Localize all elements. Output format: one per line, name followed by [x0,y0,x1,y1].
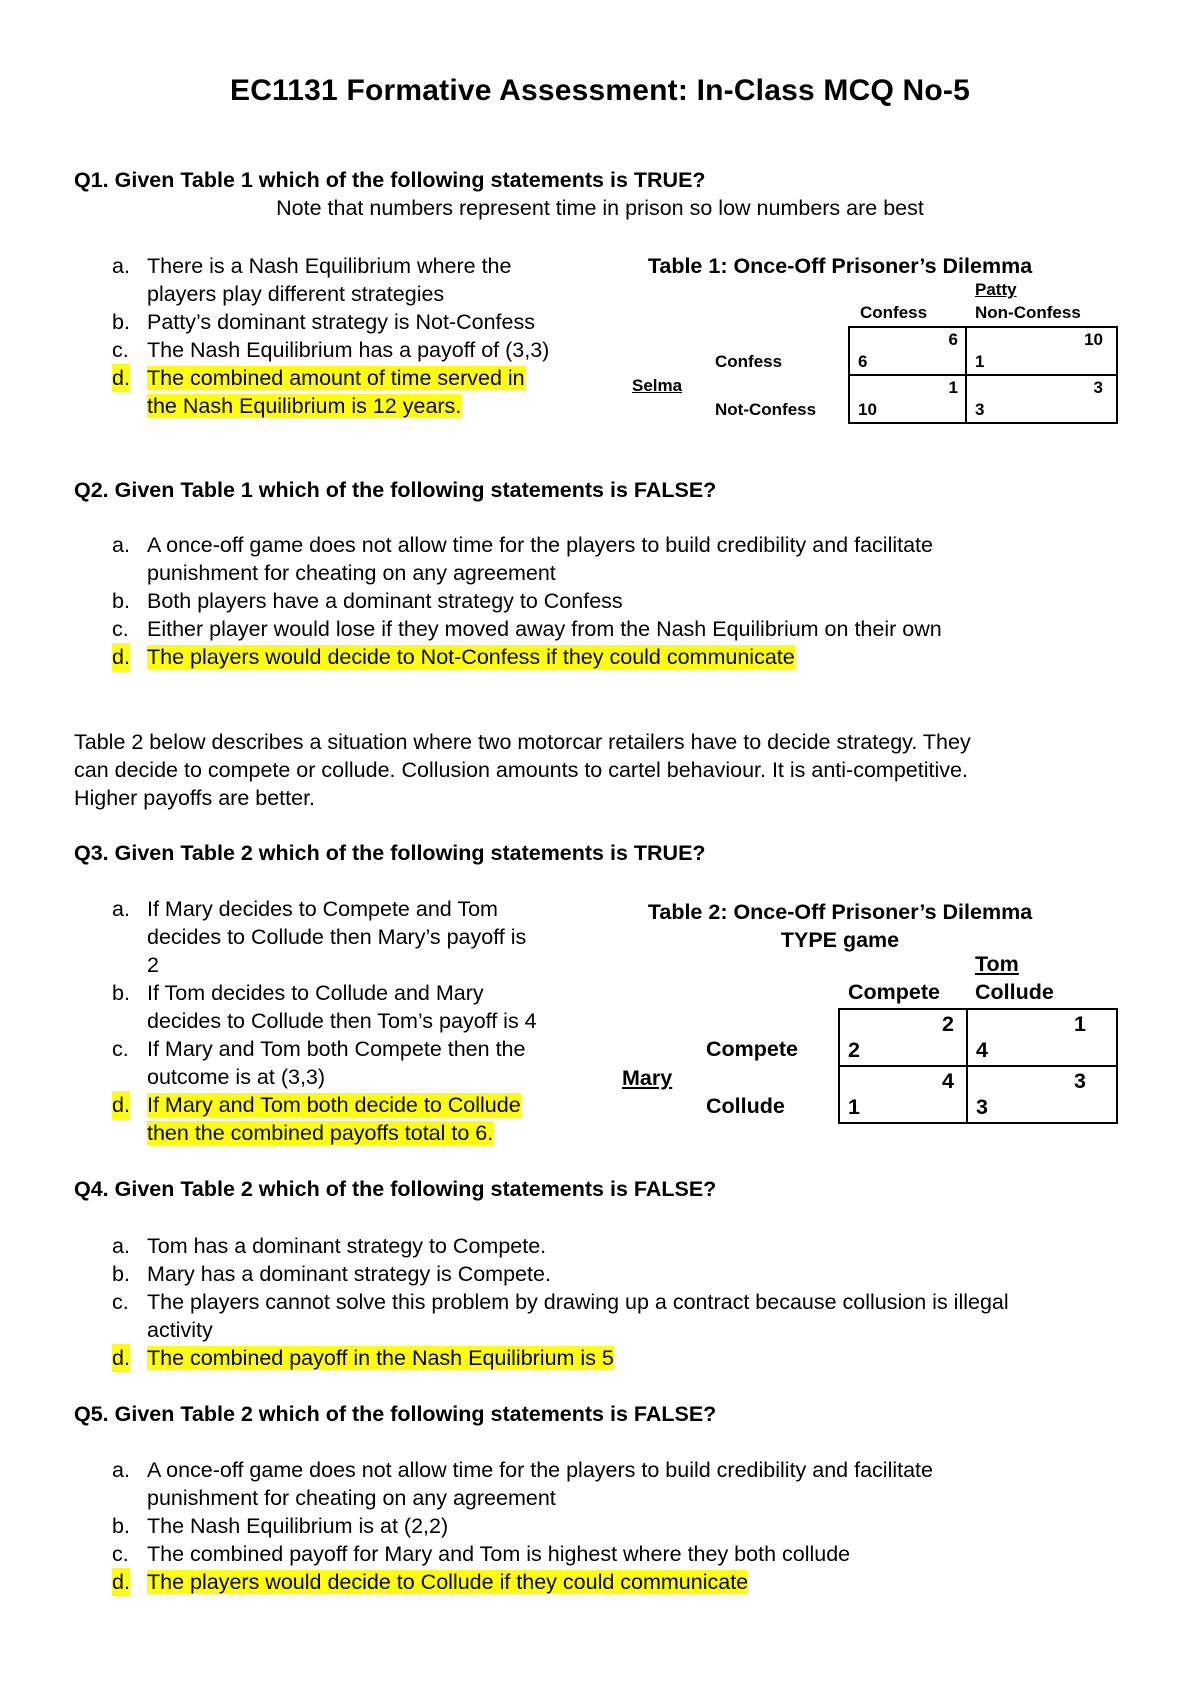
q2-option-c [108,615,942,643]
q2-question: Q2. Given Table 1 which of the following statements is FALSE? [74,478,717,502]
option-text-line [147,280,549,308]
option-text: activity [147,1318,213,1342]
table1-grid [848,326,1118,424]
option-letter: a. [112,897,130,921]
table2-intro [74,728,1132,812]
option-text: players play different strategies [147,282,445,306]
option-text: The combined payoff for Mary and Tom is highest where they both collude [147,1542,851,1566]
q1-option-a [108,252,549,308]
option-letter: b. [112,310,130,334]
table1-caption: Table 1: Once-Off Prisoner’s Dilemma [647,254,1033,278]
table1-col-player: Patty [975,280,1017,299]
table2-col-strategy-1: Compete [848,980,940,1004]
option-text: The players would decide to Collude if they could communicate [147,1570,749,1594]
option-letter: d. [112,1093,130,1117]
table2-cell-compete-collude: 1 4 [976,1012,1086,1062]
option-letter: c. [112,338,129,362]
option-text-line [147,364,549,392]
option-text: The players cannot solve this problem by drawing up a contract because collusion is illegal [147,1290,1009,1314]
q2-options [108,531,942,671]
table1-cell-notconfess-confess: 1 10 [858,378,958,419]
option-text: If Mary decides to Compete and Tom [147,897,498,921]
option-letter: a. [112,1458,130,1482]
table2-intro-line-1: Table 2 below describes a situation where two motorcar retailers have to decide strategy. They [74,730,971,754]
table1-col-strategy-1: Confess [860,303,928,322]
option-text-line [147,1063,537,1091]
option-text: decides to Collude then Tom’s payoff is 4 [147,1009,537,1033]
option-text-line [147,336,549,364]
table2-col-strategy-2: Collude [975,980,1054,1004]
option-letter: d. [112,1346,130,1370]
option-letter: a. [112,1234,130,1258]
q5-options [108,1456,933,1596]
q4-question: Q4. Given Table 2 which of the following statements is FALSE? [74,1177,717,1201]
option-text-line [147,1091,537,1119]
option-text-line [147,1288,1009,1316]
table2-caption-line-1: Table 2: Once-Off Prisoner’s Dilemma [647,900,1033,924]
q5-option-d [108,1568,933,1596]
q3-question: Q3. Given Table 2 which of the following statements is TRUE? [74,841,706,865]
option-text-line [147,895,537,923]
option-text-line [147,1456,933,1484]
option-text-line [147,1568,933,1596]
table2-caption-line-2: TYPE game [780,928,900,952]
option-text: If Mary and Tom both decide to Collude [147,1093,521,1117]
q4-options [108,1232,1009,1372]
table1-row-strategy-1: Confess [715,352,783,371]
q5-option-a [108,1456,933,1512]
option-letter: a. [112,533,130,557]
option-text-line [147,615,942,643]
q4-option-c [108,1288,1009,1344]
table2-grid [838,1008,1118,1124]
table2-intro-line-2: can decide to compete or collude. Collusion amounts to cartel behaviour. It is anti-competitive. [74,758,968,782]
option-text-line [147,308,549,336]
q1-option-d [108,364,549,420]
table1-row-strategy-2: Not-Confess [715,400,817,419]
option-letter: d. [112,1570,130,1594]
table2-caption [630,898,1050,954]
table2-row-player: Mary [622,1066,673,1090]
option-text-line [147,643,942,671]
table2-row-strategy-1: Compete [706,1037,798,1061]
q3-option-c [108,1035,537,1091]
option-text: punishment for cheating on any agreement [147,1486,556,1510]
document-title: EC1131 Formative Assessment: In-Class MCQ No-5 [229,74,970,107]
q5-option-c [108,1540,933,1568]
option-text: A once-off game does not allow time for the players to build credibility and facilitate [147,1458,933,1482]
option-text-line [147,587,942,615]
q4-option-b [108,1260,1009,1288]
table2-cell-collude-collude: 3 3 [976,1069,1086,1119]
q5-question: Q5. Given Table 2 which of the following statements is FALSE? [74,1402,717,1426]
option-letter: b. [112,589,130,613]
q3-option-a [108,895,537,979]
option-text: The Nash Equilibrium has a payoff of (3,3) [147,338,550,362]
table2-col-player: Tom [975,952,1019,976]
table2-intro-line-3: Higher payoffs are better. [74,786,316,810]
option-text-line [147,1119,537,1147]
option-text-line [147,1232,1009,1260]
option-text-line [147,951,537,979]
option-text: If Tom decides to Collude and Mary [147,981,484,1005]
option-letter: d. [112,645,130,669]
table1-cell-notconfess-nonconfess: 3 3 [975,378,1103,419]
q3-option-d [108,1091,537,1147]
q3-options [108,895,537,1147]
option-text: A once-off game does not allow time for the players to build credibility and facilitate [147,533,933,557]
q1-question: Q1. Given Table 1 which of the following statements is TRUE? [74,168,706,192]
q1-options [108,252,549,420]
option-text-line [147,923,537,951]
option-text-line [147,979,537,1007]
q4-option-d [108,1344,1009,1372]
option-text: There is a Nash Equilibrium where the [147,254,512,278]
option-text-line [147,1035,537,1063]
option-text: outcome is at (3,3) [147,1065,326,1089]
option-letter: b. [112,981,130,1005]
q3-option-b [108,979,537,1035]
option-text: If Mary and Tom both Compete then the [147,1037,526,1061]
q2-option-b [108,587,942,615]
table1-cell-confess-nonconfess: 10 1 [975,330,1103,371]
q4-option-a [108,1232,1009,1260]
option-text: Tom has a dominant strategy to Compete. [147,1234,547,1258]
option-letter: c. [112,1290,129,1314]
option-text-line [147,1007,537,1035]
option-text: The combined payoff in the Nash Equilibrium is 5 [147,1346,614,1370]
option-letter: c. [112,1037,129,1061]
option-text: then the combined payoffs total to 6. [147,1121,494,1145]
table1-row-player: Selma [632,376,683,395]
option-letter: d. [112,366,130,390]
table2-cell-compete-compete: 2 2 [848,1012,954,1062]
q1-option-b [108,308,549,336]
option-text-line [147,1512,933,1540]
option-text-line [147,1260,1009,1288]
option-text: 2 [147,953,159,977]
option-text-line [147,559,942,587]
option-text-line [147,252,549,280]
q2-option-a [108,531,942,587]
option-letter: b. [112,1514,130,1538]
q2-option-d [108,643,942,671]
option-text-line [147,1316,1009,1344]
option-letter: b. [112,1262,130,1286]
option-text: Patty’s dominant strategy is Not-Confess [147,310,535,334]
table1-cell-confess-confess: 6 6 [858,330,958,371]
table2-row-strategy-2: Collude [706,1094,785,1118]
option-text: The Nash Equilibrium is at (2,2) [147,1514,449,1538]
option-text-line [147,1484,933,1512]
option-text: decides to Collude then Mary’s payoff is [147,925,527,949]
option-text-line [147,1344,1009,1372]
option-text: Mary has a dominant strategy is Compete. [147,1262,551,1286]
option-text-line [147,531,942,559]
option-text-line [147,392,549,420]
option-text-line [147,1540,933,1568]
option-text: punishment for cheating on any agreement [147,561,556,585]
option-text: the Nash Equilibrium is 12 years. [147,394,462,418]
option-text: The combined amount of time served in [147,366,525,390]
q5-option-b [108,1512,933,1540]
q1-note: Note that numbers represent time in prison so low numbers are best [276,196,924,220]
option-letter: a. [112,254,130,278]
option-text: Either player would lose if they moved away from the Nash Equilibrium on their own [147,617,942,641]
table1-col-strategy-2: Non-Confess [975,303,1081,322]
option-text: The players would decide to Not-Confess if they could communicate [147,645,795,669]
q1-option-c [108,336,549,364]
option-letter: c. [112,1542,129,1566]
table2-cell-collude-compete: 4 1 [848,1069,954,1119]
option-letter: c. [112,617,129,641]
option-text: Both players have a dominant strategy to Confess [147,589,623,613]
